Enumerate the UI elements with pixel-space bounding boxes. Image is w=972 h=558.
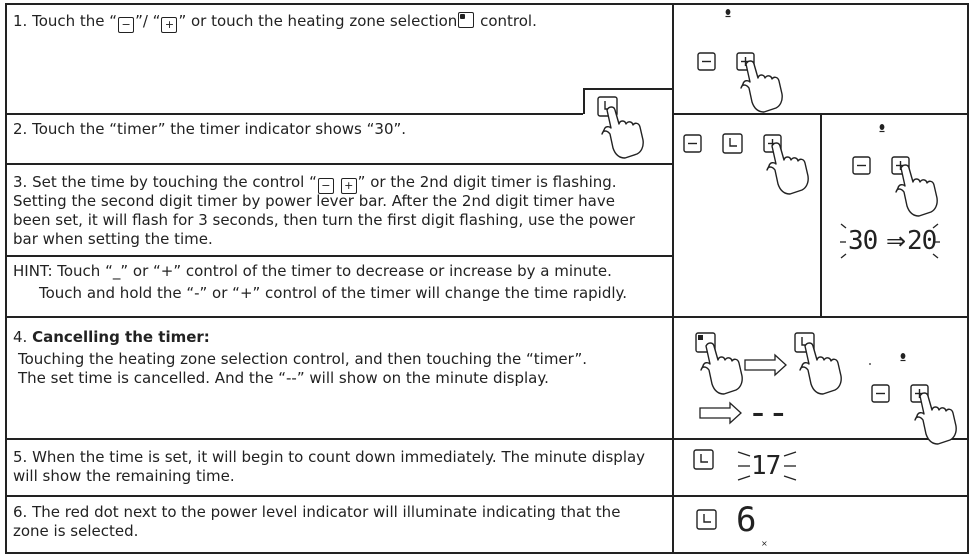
step-2-illustration <box>684 134 808 194</box>
arrow-icon <box>745 355 786 375</box>
step-3-line-3: been set, it will flash for 3 seconds, then turn the first digit flashing, use the power <box>13 211 636 229</box>
step-1-text: 1. Touch the “ − ”/ “ + ” or touch the heating zone selection control. <box>13 12 537 31</box>
clock-icon <box>697 510 716 529</box>
countdown-display: 17 <box>751 451 781 481</box>
step-4-line-3: The set time is cancelled. And the “--” will show on the minute display. <box>18 369 549 387</box>
timer-display-to-visible: 20 <box>907 226 937 256</box>
svg-text:×: × <box>761 539 768 548</box>
minus-key-icon: − <box>318 178 334 194</box>
step-4-title: 4. Cancelling the timer: <box>13 328 210 346</box>
step-3-line-2: Setting the second digit timer by power lever bar. After the 2nd digit timer have <box>13 192 615 210</box>
step-6-illustration <box>697 510 768 548</box>
step-3-line-4: bar when setting the time. <box>13 230 213 248</box>
finger-icon <box>800 343 841 394</box>
hint-line-2: Touch and hold the “-” or “+” control of the timer will change the time rapidly. <box>39 284 628 302</box>
finger-icon <box>767 143 808 194</box>
minus-key-icon: − <box>118 17 134 33</box>
step-5-illustration <box>694 450 796 480</box>
power-dot-icon <box>880 124 885 132</box>
power-dot-icon <box>901 353 906 361</box>
timer-display-from: 30 <box>848 226 878 256</box>
step-6-line-2: zone is selected. <box>13 522 139 540</box>
arrow-icon <box>700 403 741 423</box>
step-3-line-1: 3. Set the time by touching the control “ − + ” or the 2nd digit timer is flashing. <box>13 173 617 192</box>
plus-key-icon: + <box>161 17 177 33</box>
step-4-illustration <box>696 333 956 444</box>
finger-icon <box>915 393 956 444</box>
step-5-line-2: will show the remaining time. <box>13 467 235 485</box>
clock-icon <box>723 134 742 153</box>
finger-icon <box>602 107 643 158</box>
step-5-line-1: 5. When the time is set, it will begin to count down immediately. The minute display <box>13 448 646 466</box>
power-dot-icon <box>726 9 731 17</box>
clock-icon <box>694 450 713 469</box>
cancelled-display: – – <box>752 399 785 427</box>
hint-line-1: HINT: Touch “_” or “+” control of the timer to decrease or increase by a minute. <box>13 262 612 280</box>
finger-icon <box>741 61 782 112</box>
finger-icon <box>701 343 742 394</box>
step-2-text: 2. Touch the “timer” the timer indicator shows “30”. <box>13 120 407 138</box>
power-level-display: 6 <box>736 500 757 540</box>
transition-arrow: ⇒ <box>886 227 907 255</box>
step-1-illustration <box>698 9 782 112</box>
timer-touch-illustration <box>598 97 643 158</box>
finger-icon <box>896 165 937 216</box>
step-3-illustration <box>853 124 937 216</box>
plus-key-icon: + <box>341 178 357 194</box>
step-6-line-1: 6. The red dot next to the power level indicator will illuminate indicating that the <box>13 503 621 521</box>
step-4-line-2: Touching the heating zone selection control, and then touching the “timer”. <box>18 350 587 368</box>
